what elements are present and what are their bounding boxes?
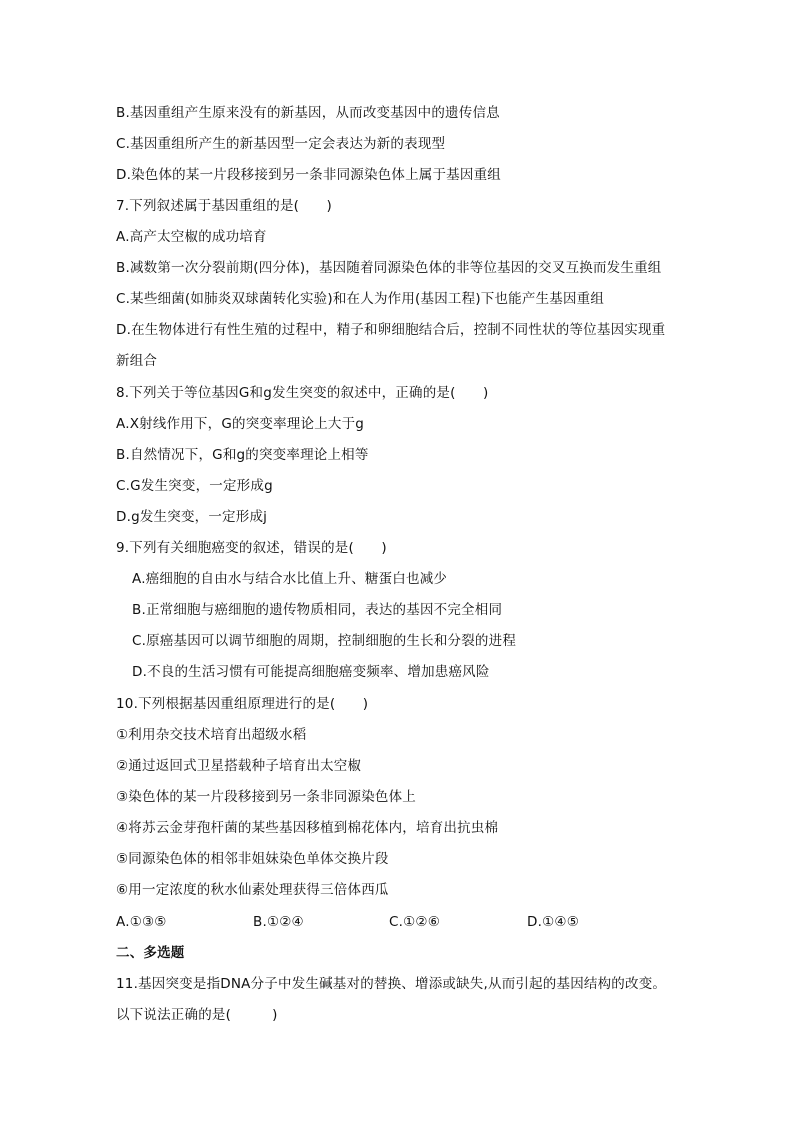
q6-option-b: B.基因重组产生原来没有的新基因，从而改变基因中的遗传信息 bbox=[116, 105, 500, 121]
q7-option-b: B.减数第一次分裂前期(四分体)，基因随着同源染色体的非等位基因的交叉互换而发生重组 bbox=[116, 260, 662, 276]
q9-option-d: D.不良的生活习惯有可能提高细胞癌变频率、增加患癌风险 bbox=[132, 664, 490, 680]
q7-option-d: D.在生物体进行有性生殖的过程中，精子和卵细胞结合后，控制不同性状的等位基因实现重 bbox=[116, 322, 666, 338]
q8-option-d: D.g发生突变，一定形成j bbox=[116, 509, 268, 525]
q7-option-c: C.某些细菌(如肺炎双球菌转化实验)和在人为作用(基因工程)下也能产生基因重组 bbox=[116, 291, 605, 307]
q10-item-2: ②通过返回式卫星搭载种子培育出太空椒 bbox=[116, 758, 362, 774]
q7-stem: 7.下列叙述属于基因重组的是( ) bbox=[116, 198, 333, 214]
q7-option-a: A.高产太空椒的成功培育 bbox=[116, 229, 267, 245]
q9-option-a: A.癌细胞的自由水与结合水比值上升、糖蛋白也减少 bbox=[132, 571, 448, 587]
q8-option-b: B.自然情况下，G和g的突变率理论上相等 bbox=[116, 447, 369, 463]
q9-option-c: C.原癌基因可以调节细胞的周期，控制细胞的生长和分裂的进程 bbox=[132, 633, 517, 649]
q10-item-4: ④将苏云金芽孢杆菌的某些基因移植到棉花体内，培育出抗虫棉 bbox=[116, 820, 499, 836]
q10-item-1: ①利用杂交技术培育出超级水稻 bbox=[116, 727, 307, 743]
q7-option-d-cont: 新组合 bbox=[116, 353, 158, 369]
q10-item-6: ⑥用一定浓度的秋水仙素处理获得三倍体西瓜 bbox=[116, 882, 389, 898]
q8-option-a: A.X射线作用下，G的突变率理论上大于g bbox=[116, 416, 365, 432]
q9-stem: 9.下列有关细胞癌变的叙述，错误的是( ) bbox=[116, 540, 387, 556]
q10-item-3: ③染色体的某一片段移接到另一条非同源染色体上 bbox=[116, 789, 417, 805]
q9-option-b: B.正常细胞与癌细胞的遗传物质相同，表达的基因不完全相同 bbox=[132, 602, 503, 618]
q10-option-a: A.①③⑤ bbox=[116, 914, 167, 930]
q10-options-row bbox=[0, 913, 794, 931]
section-title: 二、多选题 bbox=[116, 945, 185, 961]
q10-stem: 10.下列根据基因重组原理进行的是( ) bbox=[116, 696, 369, 712]
q10-option-c: C.①②⑥ bbox=[389, 914, 441, 930]
q11-stem-line1: 11.基因突变是指DNA分子中发生碱基对的替换、增添或缺失,从而引起的基因结构的改变。 bbox=[116, 976, 667, 992]
q8-option-c: C.G发生突变，一定形成g bbox=[116, 478, 273, 494]
q8-stem: 8.下列关于等位基因G和g发生突变的叙述中，正确的是( ) bbox=[116, 385, 489, 401]
q10-item-5: ⑤同源染色体的相邻非姐妹染色单体交换片段 bbox=[116, 851, 389, 867]
q6-option-d: D.染色体的某一片段移接到另一条非同源染色体上属于基因重组 bbox=[116, 167, 501, 183]
q11-stem-line2: 以下说法正确的是( ) bbox=[116, 1007, 278, 1023]
q6-option-c: C.基因重组所产生的新基因型一定会表达为新的表现型 bbox=[116, 136, 446, 152]
q10-option-b: B.①②④ bbox=[253, 914, 304, 930]
q10-option-d: D.①④⑤ bbox=[527, 914, 579, 930]
